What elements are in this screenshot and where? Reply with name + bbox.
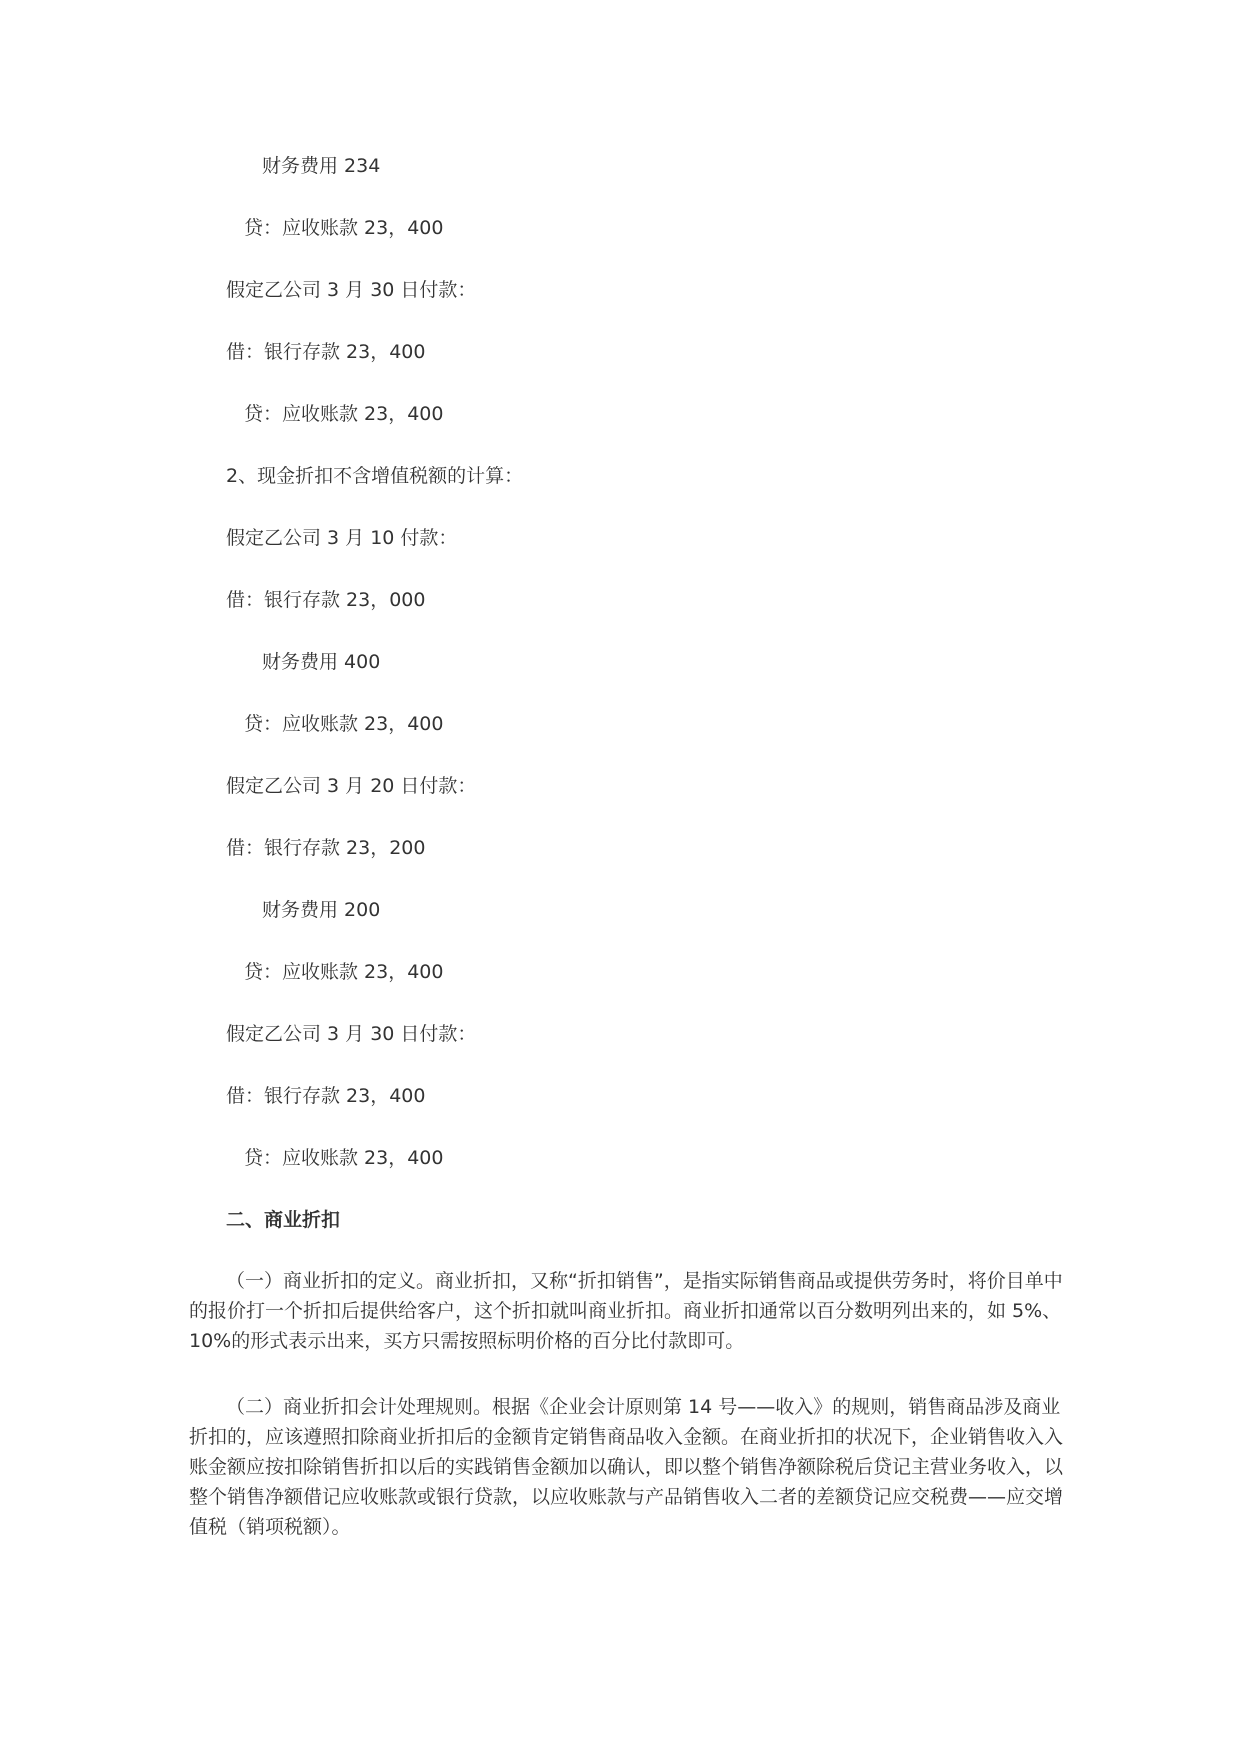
ledger-line: 贷：应收账款 23，400 (244, 403, 444, 425)
ledger-line: 财务费用 200 (262, 899, 381, 921)
paragraph-line: 的报价打一个折扣后提供给客户，这个折扣就叫商业折扣。商业折扣通常以百分数明列出来的，如 5%、 (189, 1300, 1062, 1322)
paragraph-line: 10%的形式表示出来，买方只需按照标明价格的百分比付款即可。 (189, 1330, 745, 1352)
ledger-line: 财务费用 234 (262, 155, 381, 177)
ledger-line: 借：银行存款 23，200 (226, 837, 426, 859)
ledger-line: 贷：应收账款 23，400 (244, 1147, 444, 1169)
ledger-line: 借：银行存款 23，400 (226, 1085, 426, 1107)
ledger-line: 2、现金折扣不含增值税额的计算： (226, 465, 524, 487)
ledger-line: 财务费用 400 (262, 651, 381, 673)
paragraph-line: （一）商业折扣的定义。商业折扣，又称“折扣销售”，是指实际销售商品或提供劳务时，将价目单中 (226, 1270, 1063, 1292)
ledger-line: 借：银行存款 23，000 (226, 589, 426, 611)
ledger-line: 假定乙公司 3 月 30 日付款： (226, 1023, 477, 1045)
paragraph-commercial-discount-rules (189, 1392, 1064, 1542)
paragraph-line: （二）商业折扣会计处理规则。根据《企业会计原则第 14 号——收入》的规则，销售商品涉及商业 (226, 1396, 1061, 1418)
ledger-line: 假定乙公司 3 月 30 日付款： (226, 279, 477, 301)
ledger-line: 假定乙公司 3 月 10 付款： (226, 527, 458, 549)
paragraph-line: 账金额应按扣除销售折扣以后的实践销售金额加以确认，即以整个销售净额除税后贷记主营业务收入，以 (189, 1456, 1064, 1478)
paragraph-line: 折扣的，应该遵照扣除商业折扣后的金额肯定销售商品收入金额。在商业折扣的状况下，企业销售收入入 (189, 1426, 1064, 1448)
paragraph-commercial-discount-definition (189, 1266, 1063, 1356)
ledger-line: 借：银行存款 23，400 (226, 341, 426, 363)
paragraph-line: 值税（销项税额）。 (189, 1516, 351, 1538)
paragraph-line: 整个销售净额借记应收账款或银行贷款，以应收账款与产品销售收入二者的差额贷记应交税费——应交增 (189, 1486, 1064, 1508)
section-heading: 二、商业折扣 (226, 1209, 341, 1231)
ledger-line: 贷：应收账款 23，400 (244, 713, 444, 735)
ledger-line: 贷：应收账款 23，400 (244, 217, 444, 239)
ledger-line: 假定乙公司 3 月 20 日付款： (226, 775, 477, 797)
ledger-line: 贷：应收账款 23，400 (244, 961, 444, 983)
